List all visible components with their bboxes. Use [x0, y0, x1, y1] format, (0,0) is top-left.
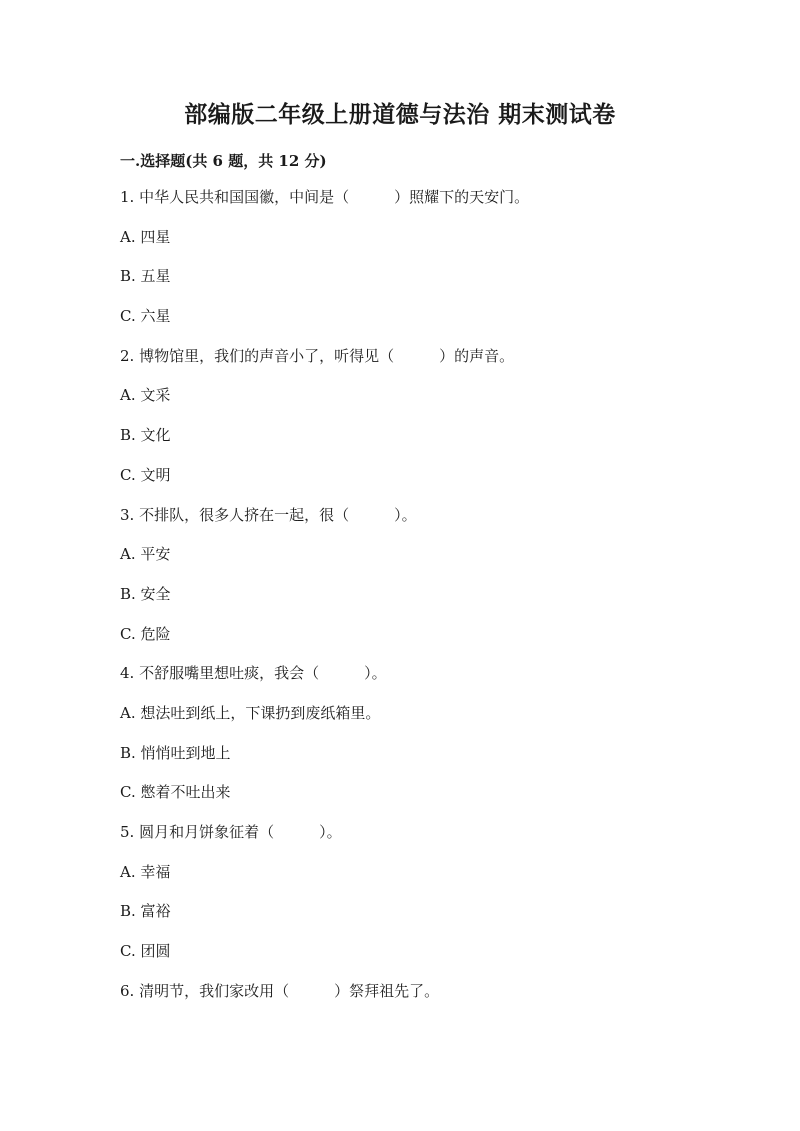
option-c: C. 六星 [120, 307, 171, 326]
question-stem: 2. 博物馆里，我们的声音小了，听得见（ ）的声音。 [120, 346, 515, 365]
option-c: C. 憋着不吐出来 [120, 783, 231, 802]
question-5 [120, 821, 720, 980]
question-list [120, 186, 720, 1019]
option-c: C. 团圆 [120, 942, 171, 961]
option-b: B. 悄悄吐到地上 [120, 743, 231, 762]
section-heading: 一.选择题(共 6 题，共 12 分) [120, 152, 327, 170]
page-title: 部编版二年级上册道德与法治 期末测试卷 [184, 101, 616, 128]
question-stem: 6. 清明节，我们家改用（ ）祭拜祖先了。 [120, 981, 440, 1000]
question-stem: 1. 中华人民共和国国徽，中间是（ ）照耀下的天安门。 [120, 188, 530, 206]
question-stem: 4. 不舒服嘴里想吐痰，我会（ ）。 [120, 664, 387, 683]
option-a: A. 文采 [120, 386, 171, 405]
question-4 [120, 662, 720, 821]
option-b: B. 五星 [120, 267, 171, 286]
option-a: A. 平安 [120, 545, 171, 564]
question-2 [120, 345, 720, 504]
option-b: B. 安全 [120, 584, 171, 603]
question-stem: 3. 不排队，很多人挤在一起，很（ ）。 [120, 505, 417, 524]
option-b: B. 富裕 [120, 902, 171, 921]
option-a: A. 想法吐到纸上，下课扔到废纸箱里。 [120, 703, 381, 722]
question-6 [120, 980, 720, 1020]
option-a: A. 幸福 [120, 862, 171, 881]
option-a: A. 四星 [120, 227, 171, 246]
question-1 [120, 186, 720, 345]
option-c: C. 危险 [120, 624, 171, 643]
option-c: C. 文明 [120, 465, 171, 484]
question-3 [120, 504, 720, 663]
option-b: B. 文化 [120, 426, 171, 445]
question-stem: 5. 圆月和月饼象征着（ ）。 [120, 823, 342, 841]
